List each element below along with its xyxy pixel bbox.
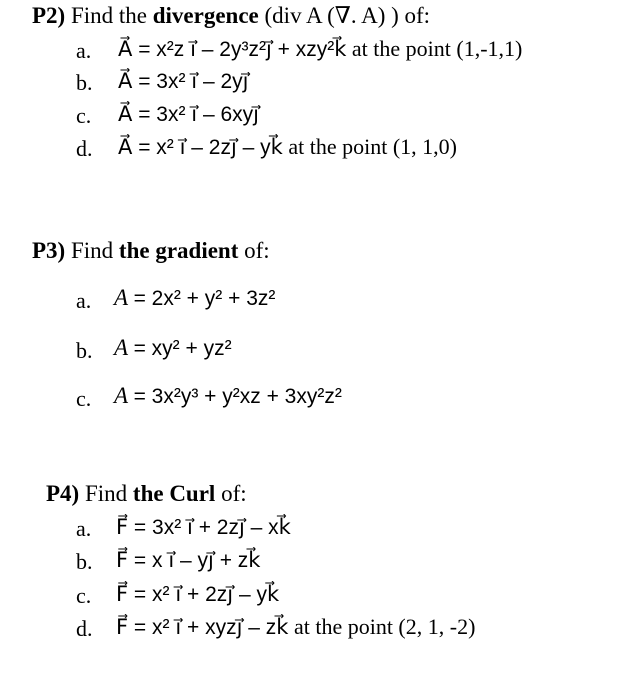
item-letter: a. (76, 38, 92, 63)
item-letter: b. (76, 338, 93, 363)
variable-name: A (114, 285, 129, 310)
p4-bold-word: the Curl (132, 481, 216, 506)
p3-number: P3) (32, 238, 66, 263)
item-letter: b. (76, 70, 93, 95)
p4-heading (46, 481, 247, 507)
p3-heading (32, 238, 270, 264)
item-letter: c. (76, 583, 92, 608)
p2-number: P2) (32, 3, 66, 28)
item-letter: c. (76, 386, 92, 411)
p3-suffix: of: (244, 238, 270, 263)
p4-number: P4) (46, 481, 80, 506)
math-expression: A⃗ = 3x² ı⃗ – 2yȷ⃗ (118, 70, 249, 93)
math-expression: A⃗ = x² ı⃗ – 2zȷ⃗ – yk⃗ (118, 136, 283, 159)
math-expression: A⃗ = x²z ı⃗ – 2y³z²ȷ⃗ + xzy²k⃗ (118, 38, 347, 61)
p4-prefix: Find (84, 481, 128, 506)
math-expression: F⃗ = x² ı⃗ + 2zȷ⃗ – yk⃗ (116, 583, 280, 606)
item-letter: b. (76, 549, 93, 574)
p2-heading (32, 3, 430, 29)
variable-name: A (114, 383, 129, 408)
p2-prefix: Find the (70, 3, 147, 28)
math-expression: F⃗ = x² ı⃗ + xyzȷ⃗ – zk⃗ (116, 616, 289, 639)
item-letter: d. (76, 136, 93, 161)
math-expression: = xy² + yz² (133, 337, 232, 360)
math-expression: = 2x² + y² + 3z² (133, 287, 276, 310)
math-expression: A⃗ = 3x² ı⃗ – 6xyȷ⃗ (118, 103, 260, 126)
item-letter: a. (76, 288, 92, 313)
p2-bold-word: divergence (152, 3, 259, 28)
item-letter: c. (76, 103, 92, 128)
item-letter: d. (76, 616, 93, 641)
p3-prefix: Find (70, 238, 114, 263)
math-expression: = 3x²y³ + y²xz + 3xy²z² (133, 385, 342, 408)
p2-suffix: (div A (∇. A) ) of: (264, 3, 431, 28)
math-expression: F⃗ = x ı⃗ – yȷ⃗ + zk⃗ (116, 549, 261, 572)
math-expression: F⃗ = 3x² ı⃗ + 2zȷ⃗ – xk⃗ (116, 516, 291, 539)
p3-bold-word: the gradient (118, 238, 239, 263)
item-letter: a. (76, 516, 92, 541)
variable-name: A (114, 335, 129, 360)
point-condition: at the point (2, 1, -2) (293, 614, 476, 639)
point-condition: at the point (1,-1,1) (351, 36, 523, 61)
p4-suffix: of: (221, 481, 247, 506)
point-condition: at the point (1, 1,0) (288, 134, 457, 159)
